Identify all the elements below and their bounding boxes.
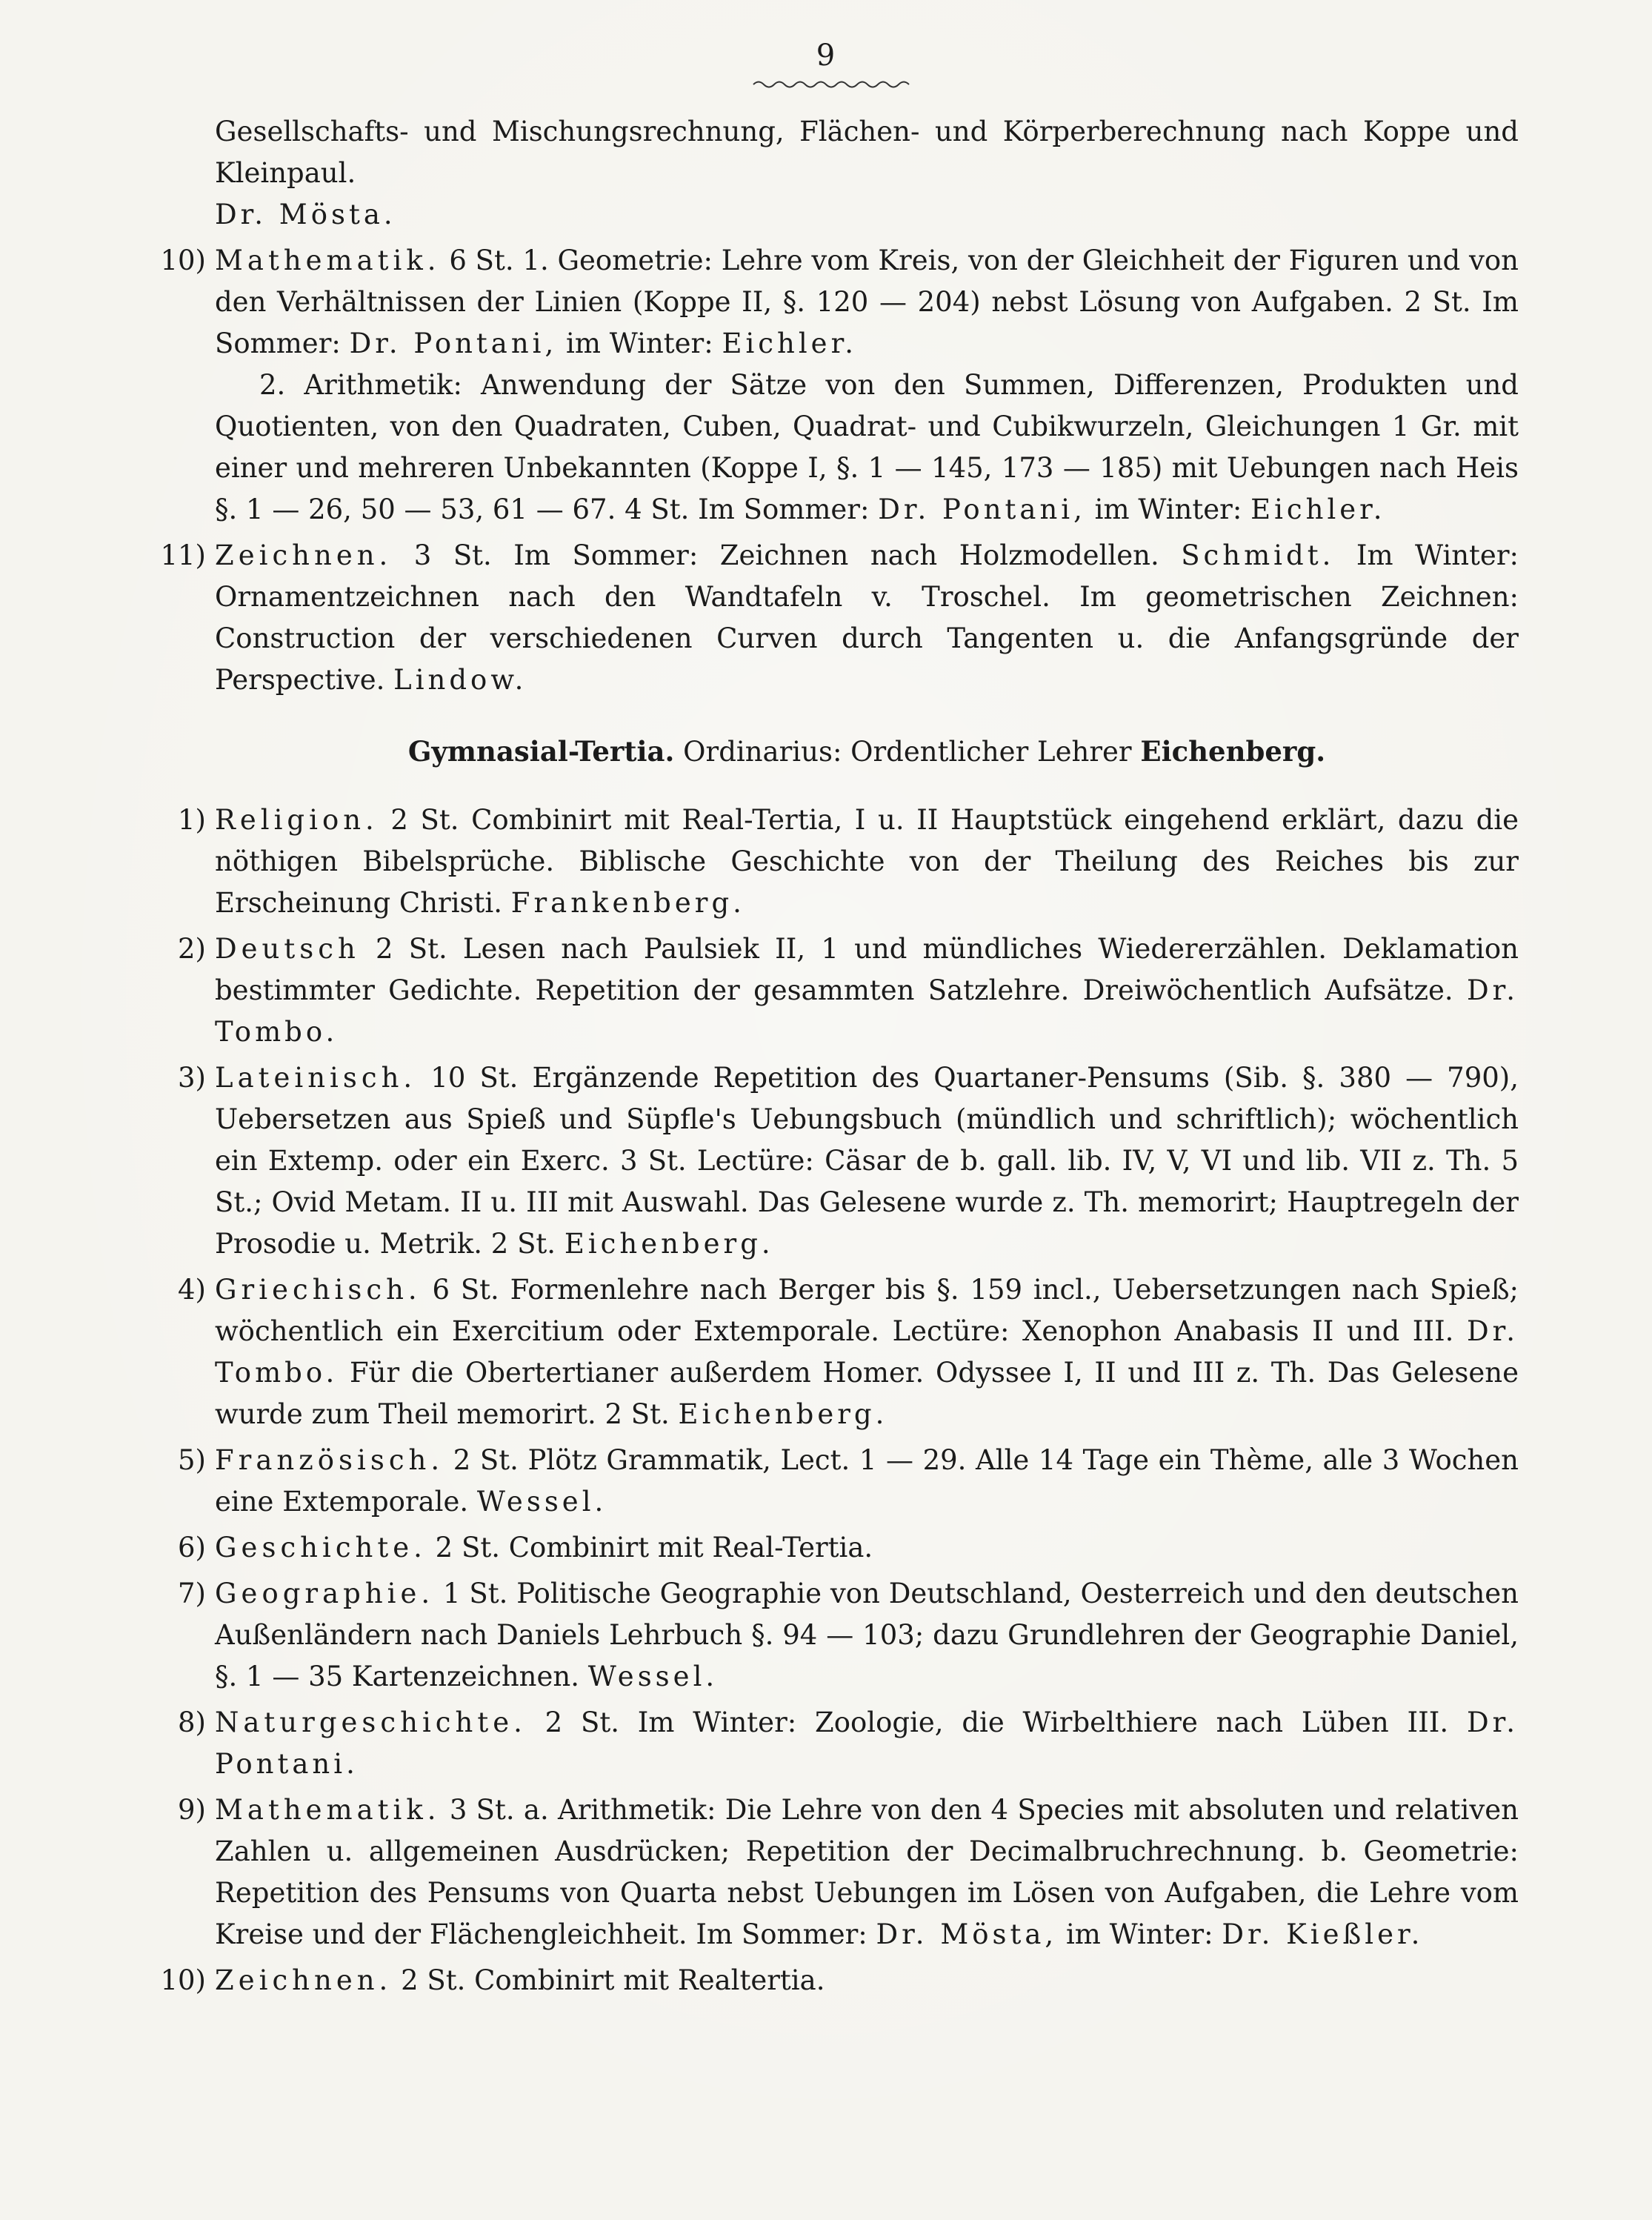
page-number-ornament (752, 79, 915, 90)
item-number: 10) (160, 245, 206, 276)
item-text: Im Winter: Ornamentzeichnen nach den Wandtafeln v. Troschel. Im geometrischen Zeichnen: Construction der verschiedenen Curven durch Tangenten u. die Anfangsgründe der Perspective. (215, 539, 1519, 696)
intro-paragraph (215, 111, 1519, 236)
item-teacher: Dr. Mösta, (876, 1918, 1058, 1950)
item-subject: Griechisch. (215, 1274, 422, 1306)
item-teacher: Dr. Pontani, (349, 328, 558, 359)
page-number: 9 (816, 39, 836, 73)
item-subject: Mathematik. (215, 245, 441, 276)
item-text: 6 St. 1. Geometrie: Lehre vom Kreis, von der Gleichheit der Figuren und von den Verhältnissen der Linien (Koppe II, §. 120 — 204) nebst Lösung von Aufgaben. 2 St. Im Sommer: (215, 245, 1519, 359)
item-text: 2 St. Combinirt mit Real-Tertia. (435, 1532, 873, 1563)
intro-teacher: Dr. Mösta. (215, 199, 396, 230)
item-text: 6 St. Formenlehre nach Berger bis §. 159 incl., Uebersetzungen nach Spieß; wöchentlich ein Exercitium oder Extemporale. Lectüre: Xenophon Anabasis II und III. (215, 1274, 1519, 1347)
list-item (148, 1960, 1519, 2001)
item-teacher: Dr. Tombo. (215, 974, 1519, 1048)
item-teacher: Eichenberg. (564, 1228, 774, 1260)
item-text: 3 St. Im Sommer: Zeichnen nach Holzmodellen. (413, 539, 1159, 571)
list-item-sub (148, 365, 1519, 531)
item-number: 8) (178, 1706, 206, 1738)
list-item (148, 1702, 1519, 1785)
list-item (148, 240, 1519, 365)
intro-text: Gesellschafts- und Mischungsrechnung, Flächen- und Körperberechnung nach Koppe und Kleinpaul. (215, 116, 1519, 189)
item-number: 4) (178, 1274, 206, 1306)
item-sub-text: 2. Arithmetik: Anwendung der Sätze von den Summen, Differenzen, Produkten und Quotienten, von den Quadraten, Cuben, Quadrat- und Cubikwurzeln, Gleichungen 1 Gr. mit einer und mehreren Unbekannten (Koppe I, §. 1 — 145, 173 — 185) mit Uebungen nach Heis §. 1 — 26, 50 — 53, 61 — 67. 4 St. Im Sommer: (215, 369, 1519, 525)
item-subject: Geschichte. (215, 1532, 427, 1563)
section-ordinarius-label: Ordinarius: Ordentlicher Lehrer (683, 736, 1132, 768)
item-number: 6) (178, 1532, 206, 1563)
section-title: Gymnasial-Tertia. (407, 735, 675, 768)
item-subject: Lateinisch. (215, 1062, 417, 1094)
item-text: 2 St. Lesen nach Paulsiek II, 1 und mündliches Wiedererzählen. Deklamation bestimmter Gedichte. Repetition der gesammten Satzlehre. Dreiwöchentlich Aufsätze. (215, 933, 1519, 1006)
item-teacher: Wessel. (587, 1661, 719, 1692)
item-teacher: Wessel. (476, 1486, 607, 1518)
item-text: im Winter: (1065, 1918, 1213, 1950)
item-text-mid: im Winter: (1094, 493, 1242, 525)
item-teacher: Eichler. (1250, 493, 1386, 525)
item-number: 10) (160, 1964, 206, 1996)
item-text: 10 St. Ergänzende Repetition des Quartaner-Pensums (Sib. §. 380 — 790), Uebersetzen aus Spieß und Süpfle's Uebungsbuch (mündlich und schriftlich); wöchentlich ein Extemp. oder ein Exerc. 3 St. Lectüre: Cäsar de b. gall. lib. IV, V, VI und lib. VII z. Th. 5 St.; Ovid Metam. II u. III mit Auswahl. Das Gelesene wurde z. Th. memorirt; Hauptregeln der Prosodie u. Metrik. 2 St. (215, 1062, 1519, 1260)
list-item (148, 800, 1519, 924)
item-teacher: Eichler. (722, 328, 857, 359)
list-item (148, 1573, 1519, 1698)
item-text: 1 St. Politische Geographie von Deutschland, Oesterreich und den deutschen Außenländern nach Daniels Lehrbuch §. 94 — 103; dazu Grundlehren der Geographie Daniel, §. 1 — 35 Kartenzeichnen. (215, 1578, 1519, 1692)
item-number: 1) (178, 804, 206, 836)
item-number: 5) (178, 1444, 206, 1476)
list-item (148, 1269, 1519, 1435)
section-heading (215, 731, 1519, 773)
item-text: Für die Obertertianer außerdem Homer. Odyssee I, II und III z. Th. Das Gelesene wurde zum Theil memorirt. 2 St. (215, 1357, 1519, 1430)
list-item (148, 1440, 1519, 1523)
item-subject: Geographie. (215, 1578, 435, 1609)
item-subject: Naturgeschichte. (215, 1706, 527, 1738)
item-teacher: Lindow. (393, 664, 527, 696)
document-body (148, 111, 1519, 2001)
list-item (148, 928, 1519, 1053)
list-item (148, 1789, 1519, 1955)
item-subject: Zeichnen. (215, 539, 393, 571)
item-subject: Deutsch (215, 933, 360, 965)
item-teacher: Eichenberg. (678, 1398, 888, 1430)
item-subject: Zeichnen. (215, 1964, 393, 1996)
item-teacher: Dr. Kießler. (1222, 1918, 1424, 1950)
list-item (148, 1057, 1519, 1265)
list-item (148, 1527, 1519, 1569)
item-subject: Französisch. (215, 1444, 444, 1476)
item-text: 2 St. Combinirt mit Realtertia. (401, 1964, 825, 1996)
item-teacher: Dr. Pontani. (215, 1706, 1519, 1780)
item-teacher: Dr. Tombo. (215, 1315, 1519, 1389)
item-teacher: Schmidt. (1181, 539, 1335, 571)
item-number: 11) (160, 539, 206, 571)
item-text: 3 St. a. Arithmetik: Die Lehre von den 4 Species mit absoluten und relativen Zahlen u. allgemeinen Ausdrücken; Repetition der Decimalbruchrechnung. b. Geometrie: Repetition des Pensums von Quarta nebst Uebungen im Lösen von Aufgaben, die Lehre vom Kreise und der Flächengleichheit. Im Sommer: (215, 1794, 1519, 1950)
item-subject: Mathematik. (215, 1794, 441, 1826)
item-number: 9) (178, 1794, 206, 1826)
item-number: 7) (178, 1578, 206, 1609)
item-text-mid: im Winter: (566, 328, 713, 359)
item-text: 2 St. Combinirt mit Real-Tertia, I u. II Hauptstück eingehend erklärt, dazu die nöthigen Bibelsprüche. Biblische Geschichte von der Theilung des Reiches bis zur Erscheinung Christi. (215, 804, 1519, 919)
item-text: 2 St. Plötz Grammatik, Lect. 1 — 29. Alle 14 Tage ein Thème, alle 3 Wochen eine Extemporale. (215, 1444, 1519, 1518)
item-number: 3) (178, 1062, 206, 1094)
section-ordinarius-name: Eichenberg. (1140, 735, 1326, 768)
item-subject: Religion. (215, 804, 379, 836)
item-text: 2 St. Im Winter: Zoologie, die Wirbelthiere nach Lüben III. (544, 1706, 1449, 1738)
item-number: 2) (178, 933, 206, 965)
item-teacher: Frankenberg. (510, 887, 745, 919)
list-item (148, 535, 1519, 701)
item-teacher: Dr. Pontani, (878, 493, 1086, 525)
